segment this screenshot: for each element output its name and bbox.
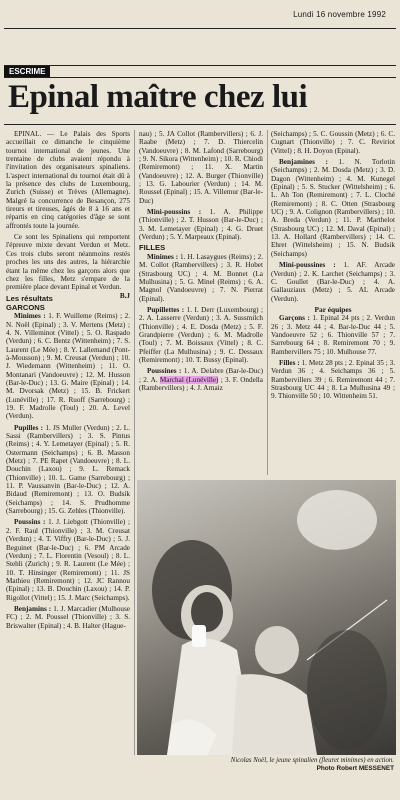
result-benjamines [271, 158, 395, 258]
category-label: Poussins : [14, 518, 46, 527]
top-rule [4, 28, 396, 29]
category-label: Filles : [279, 358, 300, 367]
column-3 [271, 130, 395, 404]
caption-text: Nicolas Noël, le jeune spinalien (fleuret minimes) en action. [230, 757, 394, 764]
result-text: 1. N. Torlotin (Seichamps) ; 2. M. Dosda (Metz) ; 3. D. Dagon (Wittenheim) ; 4. M. Kunegel (Epinal) ; 5. S. Stucker (Wittelsheim) ; 6. L. Ah Ton (Remiremont) ; 7. L. Cloché (Remiremont) ; 8. C. Otten (Strasbourg UC) ; 9. A. Colignon (Rambervillers) ; 10. A. Breda (Verdun) ; 11. P. Marthelot (Strasbourg UC) ; 12. M. Daval (Epinal) ; 13. A. Hollard (Rambervillers) ; 14. C. Ehret (Wittelsheim) ; 15. N. Budsik (Seichamps) [271, 158, 395, 258]
rubric-label: ESCRIME [4, 66, 50, 77]
headline: Epinal maître chez lui [8, 79, 308, 115]
garcons-heading: GARCONS [6, 302, 45, 312]
result-benjamins-end: nau) ; 5. JA Collot (Rambervillers) ; 6. J. Raabe (Metz) ; 7. D. Thiercelin (Vandoeuvre) ; 8. M. Lafond (Sarrebourg) ; 9. N. Sikora (Wittenheim) ; 10. R. Chiodi (Remiremont) ; 11. X. Martin (Vandoeuvre) ; 12. A. Burger (Thionville) ; 13. G. Labourier (Verdun) ; 14. M. Roussel (Epinal) ; 15. A. Villemur (Bar-le-Duc) [139, 130, 263, 205]
result-text: 1. Metz 28 pts ; 2. Epinal 35 ; 3. Verdun 36 ; 4. Seichamps 36 ; 5. Rambervillers 39 ; 6. Remiremont 44 ; 7. Strasbourg UC 44 ; 8. La Mulhusina 49 ; 9. Thionville 50 ; 10. Wittenheim 51. [271, 358, 395, 401]
fencer-illustration [137, 480, 396, 755]
result-text: 1. J. Liebgott (Thionville) ; 2. F. Raul (Thionville) ; 3. M. Creusat (Verdun) ; 4. T. Viffry (Bar-le-Duc) ; 5. J. Beguinet (Bar-le-Duc) ; 6. PM Arcade (Verdun) ; 7. L. Florentin (Vesoul) ; 8. L. Stehli (Zurich) ; 9. R. Laurent (Le Mée) ; 10. T. Hinsinger (Remiremont) ; 11. JS Mathieu (Remiremont) ; 12. JC Rannou (Epinal) ; 13. B. Douchin (Laxou) ; 14. P. Rigollot (Vittel) ; 15. J. Marc (Seichamps). [6, 518, 131, 602]
category-label: Minimes : [147, 252, 179, 261]
intro-paragraph-1: EPINAL. — Le Palais des Sports accueillait ce dimanche le cinquième tournoi international de jeunes. Une trentaine de clubs avaient répondu à l'invitation des organisateurs spinaliens. L'aspect international du tournoi était dû à la présence des clubs de Luxembourg, Zurich (Suisse) et Trèves (Allemagne). Malgré la concurrence de Besançon, 275 tireurs et tireuses, âgés de 8 à 16 ans et répartis en cinq catégories d'âge se sont affrontés toute la journée. [6, 130, 130, 230]
column-1 [6, 130, 130, 633]
category-label: Minimes : [14, 312, 46, 321]
photo-caption [140, 757, 394, 773]
results-heading: Les résultats [6, 293, 53, 303]
result-text: 1. A. Philippe (Thionville) ; 2. T. Husson (Bar-le-Duc) ; 3. M. Lemetayer (Epinal) ; 4. G. Druet (Verdun) ; 5. Y. Marpeaux (Epinal). [139, 208, 263, 242]
result-text: 1. Epinal 24 pts ; 2. Verdun 26 ; 3. Metz 44 ; 4. Bar-le-Duc 44 ; 5. Vandoeuvre 52 ; 6. Thionville 57 ; 7. Sarrebourg 64 ; 8. Remiremont 70 ; 9. Rambervillers 75 ; 10. Mulhouse 77. [271, 314, 396, 356]
photo-credit: Photo Robert MESSENET [316, 765, 394, 772]
result-team-filles [271, 359, 395, 401]
result-text: 1. I. Derr (Luxembourg) ; 2. A. Lasserre (Verdun) ; 3. A. Sussmilch (Thionville) ; 4. E. Dosda (Metz) ; 5. F. Grandpierre (Verdun) ; 6. M. Madrolle (Toul) ; 7. M. Boissaux (Vittel) ; 8. C. Pfeiffer (La Mulhusina) ; 9. C. Dessaux (Remiremont) ; 10. T. Bussy (Epinal). [139, 305, 264, 364]
result-text: 1. F. Wuilleme (Reims) ; 2. N. Noël (Epinal) ; 3. V. Mertens (Metz) ; 4. N. Villeminot (Vittel) ; 5. O. Raspado (Verdun) ; 6. C. Bentz (Wittenheim) ; 7. S. Laurent (Le Mée) ; 8. Y. Lallemand (Pont-à-Mousson) ; 9. M. Creusat (Verdun) ; 10. J. Wiedemann (Wittenheim) ; 11. O. Montanari (Vandoeuvre) ; 12. M. Husson (Bar-le-Duc) ; 13. G. Maire (Epinal) ; 14. M. Dvorsak (Metz) ; 15. B. Frickert (Lunéville) ; 17. R. Ruoff (Sarrebourg) ; 19. F. Madrolle (Toul) ; 20. A. Level (Verdun). [6, 312, 130, 421]
category-label: Benjamines : [279, 158, 328, 167]
result-text: 1. H. Lasaygues (Reims) ; 2. M. Collot (Rambervillers) ; 3. R. Hobet (Strasbourg UC) ; 4. M. Bonnet (La Mulhusina) ; 5. G. Minel (Reims) ; 6. A. Magnol (Vandoeuvre) ; 7. N. Pierrat (Epinal). [139, 252, 264, 303]
result-poussins [6, 518, 130, 601]
result-poussines [139, 367, 263, 392]
dateline: Lundi 16 novembre 1992 [293, 10, 386, 19]
category-label: Pupilles : [14, 423, 44, 432]
result-mini-poussins [139, 208, 263, 241]
fencing-photo [137, 480, 396, 755]
category-label: Mini-poussins : [147, 208, 202, 217]
author-signature: B.J [119, 291, 130, 300]
column-divider [134, 130, 135, 755]
result-poussines-end: (Seichamps) ; 5. C. Goussin (Metz) ; 6. C. Cugnart (Thionville) ; 7. C. Reviriot (Vittel) ; 8. H. Doyon (Epinal). [271, 130, 395, 155]
result-benjamins-start [6, 605, 130, 630]
column-divider [267, 130, 268, 475]
highlighted-name: Marchal (Lunéville) [159, 375, 219, 384]
headline-rule [4, 124, 396, 125]
result-minimes-garcons [6, 312, 130, 420]
result-pupillettes [139, 306, 263, 364]
team-results-heading: Par équipes [314, 304, 352, 314]
column-2 [139, 130, 263, 395]
category-label: Garçons : [279, 314, 310, 323]
intro-paragraph-2-text: Ce sont les Spinaliens qui remportent l'épreuve mixte devant Verdun et Metz. Ces trois clubs seront néanmoins restés proches les uns des autres, la hiérarchie étant la même chez les garçons alors que chez les filles, Metz s'empare de la première place devant Epinal et Verdun. [6, 233, 130, 292]
result-pupilles [6, 424, 130, 516]
result-text: 1. J. Marcadier (Mulhouse FC) ; 2. M. Poussel (Thionville) ; 3. S. Briswalter (Epinal) ; 4. B. Halter (Hague- [6, 604, 130, 630]
result-minimes-filles [139, 253, 263, 303]
result-text: 1. JS Muller (Verdun) ; 2. L. Sassi (Rambervillers) ; 3. S. Pintus (Reims) ; 4. Y. Lemetayer (Epinal) ; 5. R. Ostermann (Seichamps) ; 6. B. Masson (Metz) ; 7. PE Rapet (Vandoeuvre) ; 8. L. Douchin (Laxou) ; 9. L. Remack (Thionville) ; 10. L. Game (Sarrebourg) ; 11. P. Vaussanvin (Bar-le-Duc) ; 12. A. Bidaud (Remiremont) ; 13. O. Budsik (Seichamps) ; 14. S. Prudhomme (Sarrebourg) ; 15. G. Zehles (Thionville). [6, 423, 130, 516]
category-label: Mini-poussines : [279, 261, 336, 270]
result-team-garcons [271, 314, 395, 356]
result-text: ; 3. F. Ondella (Rambervillers) ; 4. J. Arnaiz [139, 375, 263, 392]
result-text: 1. AF. Arcade (Verdun) ; 2. K. Larchet (Seichamps) ; 3. C. Goullet (Bar-le-Duc) ; 4. A. Gallauziaux (Metz) ; 5. AL Arcade (Verdun). [271, 261, 395, 303]
result-text: 1. A. Delabre (Bar-le-Duc) ; 2. A. [139, 367, 263, 384]
filles-heading: FILLES [139, 243, 166, 253]
category-label: Benjamins : [14, 604, 52, 613]
result-mini-poussines [271, 261, 395, 303]
category-label: Pupillettes : [147, 305, 185, 314]
category-label: Poussines : [147, 367, 182, 376]
